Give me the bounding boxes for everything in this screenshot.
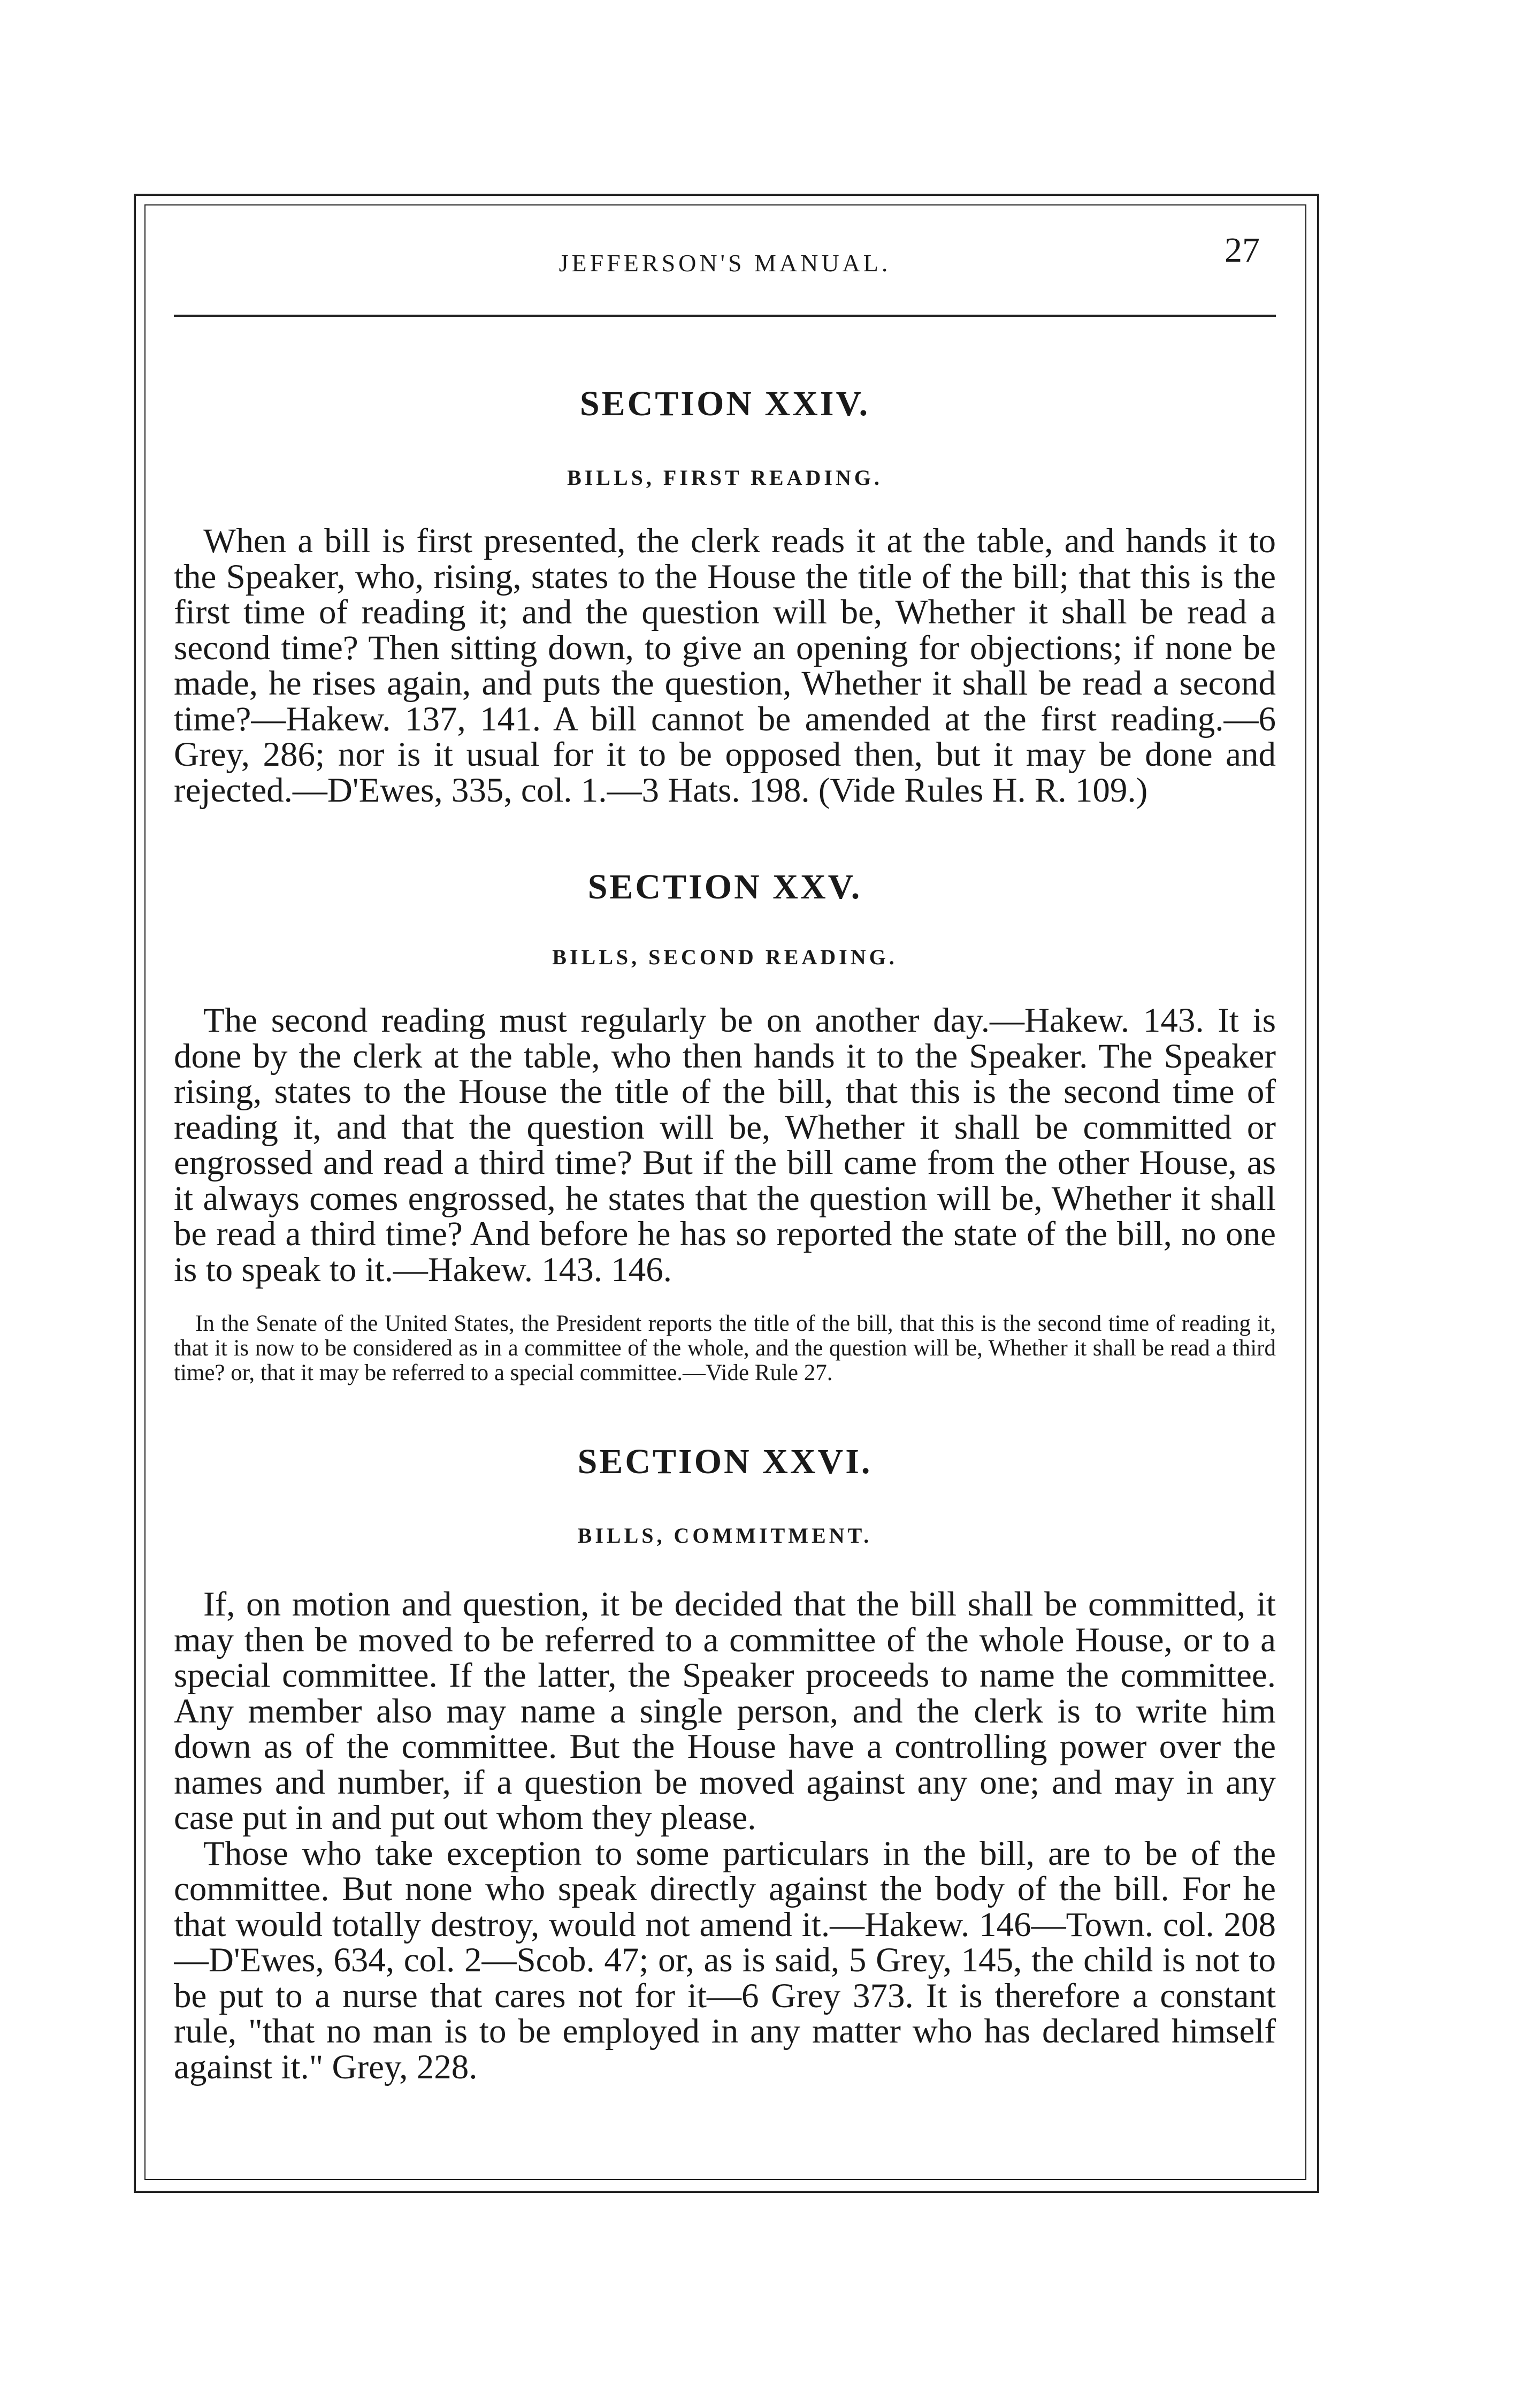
running-title: JEFFERSON'S MANUAL. [558,249,891,277]
section-xxvi [174,1444,1276,2085]
section-paragraph: When a bill is first presented, the clerk reads it at the table, and hands it to the Speaker, who, rising, states to the House the title of the bill; that this is the first time of reading it; and the question will be, Whether it shall be read a second time? Then sitting down, to give an opening for objections; if none be made, he rises again, and puts the question, Whether it shall be read a second time?—Hakew. 137, 141. A bill cannot be amended at the first reading.—6 Grey, 286; nor is it usual for it to be opposed then, but it may be done and rejected.—D'Ewes, 335, col. 1.—3 Hats. 198. (Vide Rules H. R. 109.) [174,522,1276,810]
section-title: SECTION XXVI. [577,1442,873,1481]
section-xxiv [174,386,1276,808]
section-subtitle: BILLS, SECOND READING. [552,945,898,969]
page-header [174,225,1276,289]
senate-footnote: In the Senate of the United States, the President reports the title of the bill, that this is the second time of reading it, that it is now to be considered as in a committee of the whole, and the question will be, Whether it shall be read a third time? or, that it may be referred to a special committee.—Vide Rule 27. [174,1311,1276,1385]
section-paragraph: Those who take exception to some particulars in the bill, are to be of the committee. But none who speak directly against the body of the bill. For he that would totally destroy, would not amend it.—Hakew. 146—Town. col. 208—D'Ewes, 634, col. 2—Scob. 47; or, as is said, 5 Grey, 145, the child is not to be put to a nurse that cares not for it—6 Grey 373. It is therefore a constant rule, "that no man is to be employed in any matter who has declared himself against it." Grey, 228. [174,1834,1276,2086]
section-xxv [174,867,1276,1385]
header-rule [174,315,1276,317]
book-page [174,225,1276,2162]
section-paragraph: The second reading must regularly be on another day.—Hakew. 143. It is done by the clerk at the table, who then hands it to the Speaker. The Speaker rising, states to the House the title of the bill, that this is the second time of reading it, and that the question will be, Whether it shall be committed or engrossed and read a third time? But if the bill came from the other House, as it always comes engrossed, he states that the question will be, Whether it shall be read a third time? And before he has so reported the state of the bill, no one is to speak to it.—Hakew. 143. 146. [174,1001,1276,1289]
page-number: 27 [1225,231,1260,270]
section-paragraph: If, on motion and question, it be decided that the bill shall be committed, it may then be moved to be referred to a committee of the whole House, or to a special committee. If the latter, the Speaker proceeds to name the committee. Any member also may name a single person, and the clerk is to write him down as of the committee. But the House have a controlling power over the names and number, if a question be moved against any one; and may in any case put in and put out whom they please. [174,1585,1276,1837]
section-title: SECTION XXV. [587,867,862,906]
section-subtitle: BILLS, COMMITMENT. [577,1523,873,1548]
section-title: SECTION XXIV. [579,384,870,423]
section-subtitle: BILLS, FIRST READING. [567,466,883,490]
